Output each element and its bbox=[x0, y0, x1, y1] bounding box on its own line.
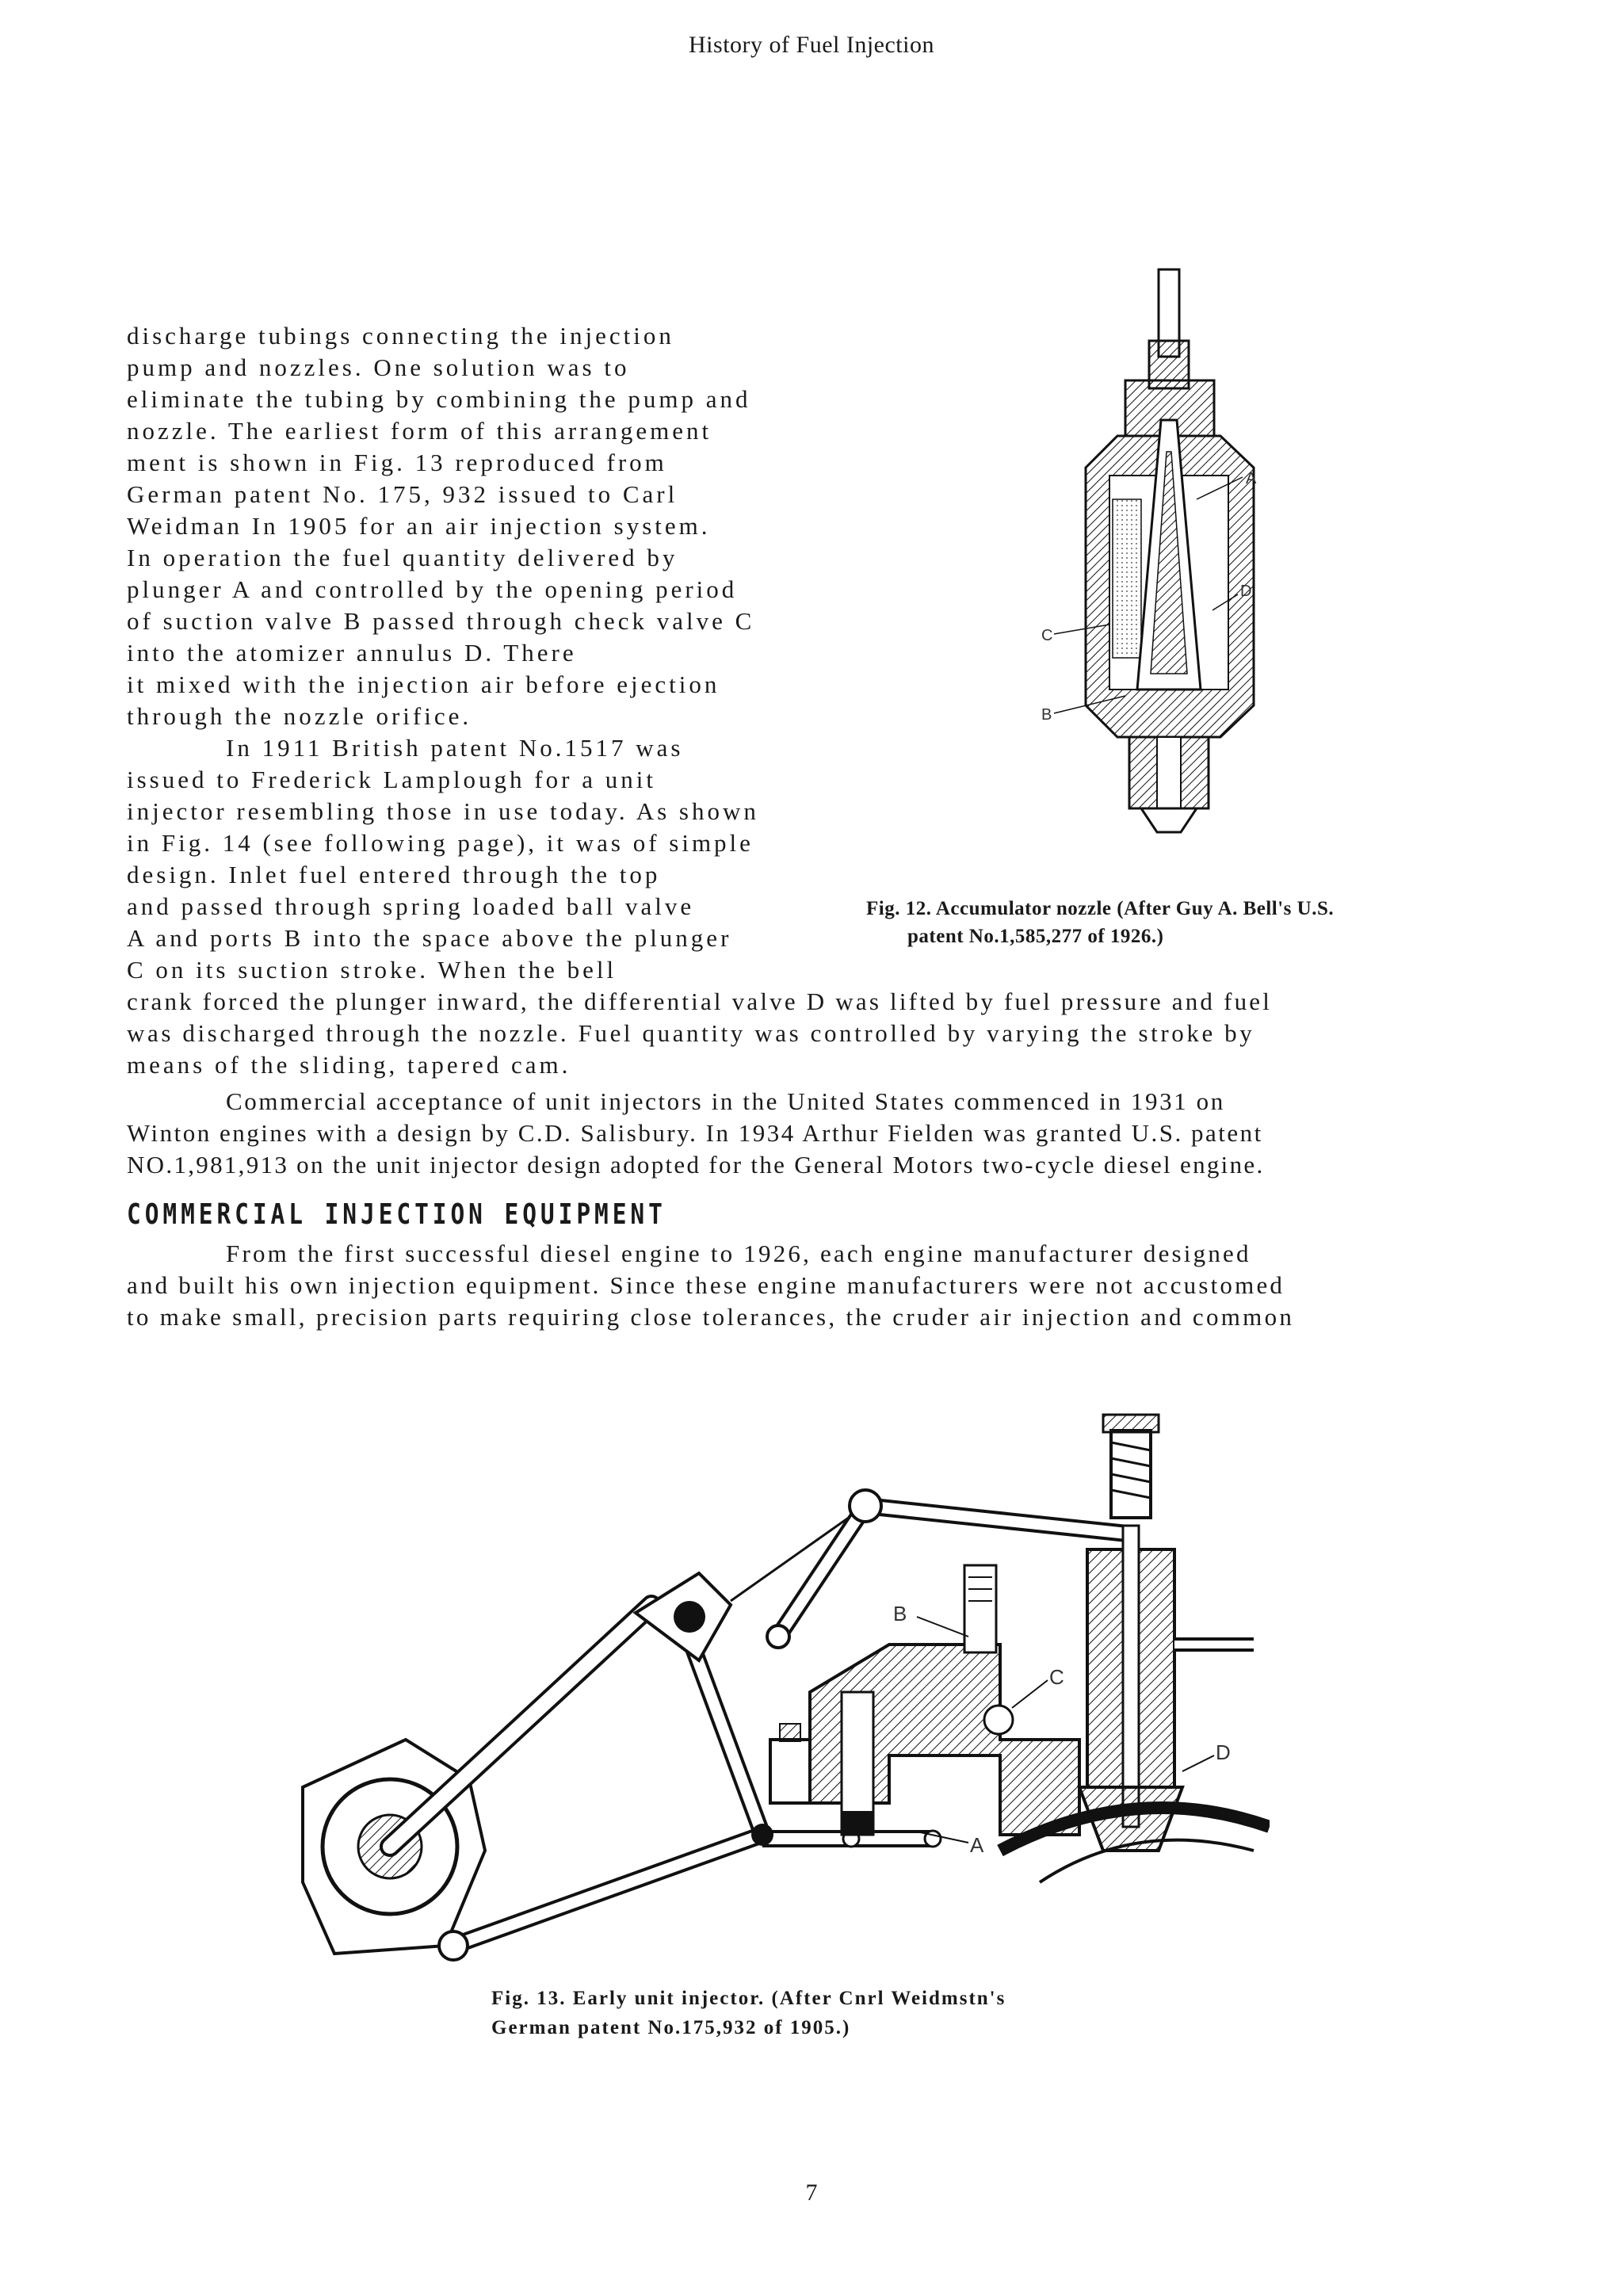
fig12-label-b: B bbox=[1041, 706, 1052, 724]
body-line: Winton engines with a design by C.D. Salisbury. In 1934 Arthur Fielden was granted U.S. patent bbox=[127, 1119, 1263, 1147]
fig13-diagram bbox=[287, 1407, 1270, 1977]
fig12-label-a: A bbox=[1246, 470, 1257, 487]
fig12-diagram bbox=[1030, 262, 1268, 848]
section-line: to make small, precision parts requiring close tolerances, the cruder air injection and common bbox=[127, 1303, 1295, 1331]
page-header: History of Fuel Injection bbox=[689, 32, 934, 58]
body-line: in Fig. 14 (see following page), it was of simple bbox=[127, 829, 754, 857]
body-line: into the atomizer annulus D. There bbox=[127, 639, 577, 667]
body-line: discharge tubings connecting the injection bbox=[127, 322, 674, 350]
body-line: In operation the fuel quantity delivered by bbox=[127, 544, 678, 571]
body-line: German patent No. 175, 932 issued to Carl bbox=[127, 480, 678, 508]
body-line: design. Inlet fuel entered through the top bbox=[127, 861, 661, 888]
unit-injector-drawing bbox=[287, 1407, 1270, 1977]
section-line: From the first successful diesel engine to 1926, each engine manufacturer designed bbox=[226, 1240, 1251, 1267]
body-line: issued to Frederick Lamplough for a unit bbox=[127, 766, 656, 793]
body-line: NO.1,981,913 on the unit injector design adopted for the General Motors two-cycle diesel engine. bbox=[127, 1151, 1265, 1179]
body-line: eliminate the tubing by combining the pump and bbox=[127, 385, 751, 413]
body-line: C on its suction stroke. When the bell bbox=[127, 956, 617, 984]
accumulator-nozzle-drawing bbox=[1030, 262, 1268, 848]
body-line: injector resembling those in use today. As shown bbox=[127, 797, 759, 825]
body-line: Commercial acceptance of unit injectors in the United States commenced in 1931 on bbox=[226, 1087, 1225, 1115]
body-line: A and ports B into the space above the plunger bbox=[127, 924, 732, 952]
body-line: of suction valve B passed through check valve C bbox=[127, 607, 755, 635]
section-heading: COMMERCIAL INJECTION EQUIPMENT bbox=[127, 1198, 666, 1231]
body-line: and passed through spring loaded ball valve bbox=[127, 892, 695, 920]
body-line: plunger A and controlled by the opening period bbox=[127, 575, 738, 603]
body-line: crank forced the plunger inward, the differential valve D was lifted by fuel pressure and fuel bbox=[127, 988, 1273, 1015]
fig12-label-d: D bbox=[1240, 583, 1252, 600]
fig13-caption-line1: Fig. 13. Early unit injector. (After Cnrl Weidmstn's bbox=[491, 1988, 1006, 2009]
fig13-label-a: A bbox=[970, 1833, 984, 1857]
body-line: through the nozzle orifice. bbox=[127, 702, 472, 730]
fig13-label-b: B bbox=[893, 1602, 907, 1626]
page-number: 7 bbox=[805, 2179, 818, 2206]
section-line: and built his own injection equipment. Since these engine manufacturers were not accustomed bbox=[127, 1271, 1285, 1299]
fig13-label-d: D bbox=[1216, 1740, 1231, 1764]
body-line: In 1911 British patent No.1517 was bbox=[226, 734, 684, 762]
body-line: Weidman In 1905 for an air injection system. bbox=[127, 512, 711, 540]
body-line: nozzle. The earliest form of this arrangement bbox=[127, 417, 712, 445]
body-line: was discharged through the nozzle. Fuel quantity was controlled by varying the stroke by bbox=[127, 1019, 1255, 1047]
fig12-caption-line2: patent No.1,585,277 of 1926.) bbox=[907, 926, 1164, 947]
fig13-label-c: C bbox=[1049, 1665, 1064, 1689]
body-line: pump and nozzles. One solution was to bbox=[127, 353, 630, 381]
fig13-caption-line2: German patent No.175,932 of 1905.) bbox=[491, 2017, 851, 2038]
body-line: it mixed with the injection air before ejection bbox=[127, 670, 720, 698]
fig12-label-c: C bbox=[1041, 627, 1053, 644]
body-line: means of the sliding, tapered cam. bbox=[127, 1051, 571, 1079]
fig12-caption-line1: Fig. 12. Accumulator nozzle (After Guy A. Bell's U.S. bbox=[866, 898, 1335, 919]
body-line: ment is shown in Fig. 13 reproduced from bbox=[127, 449, 667, 476]
